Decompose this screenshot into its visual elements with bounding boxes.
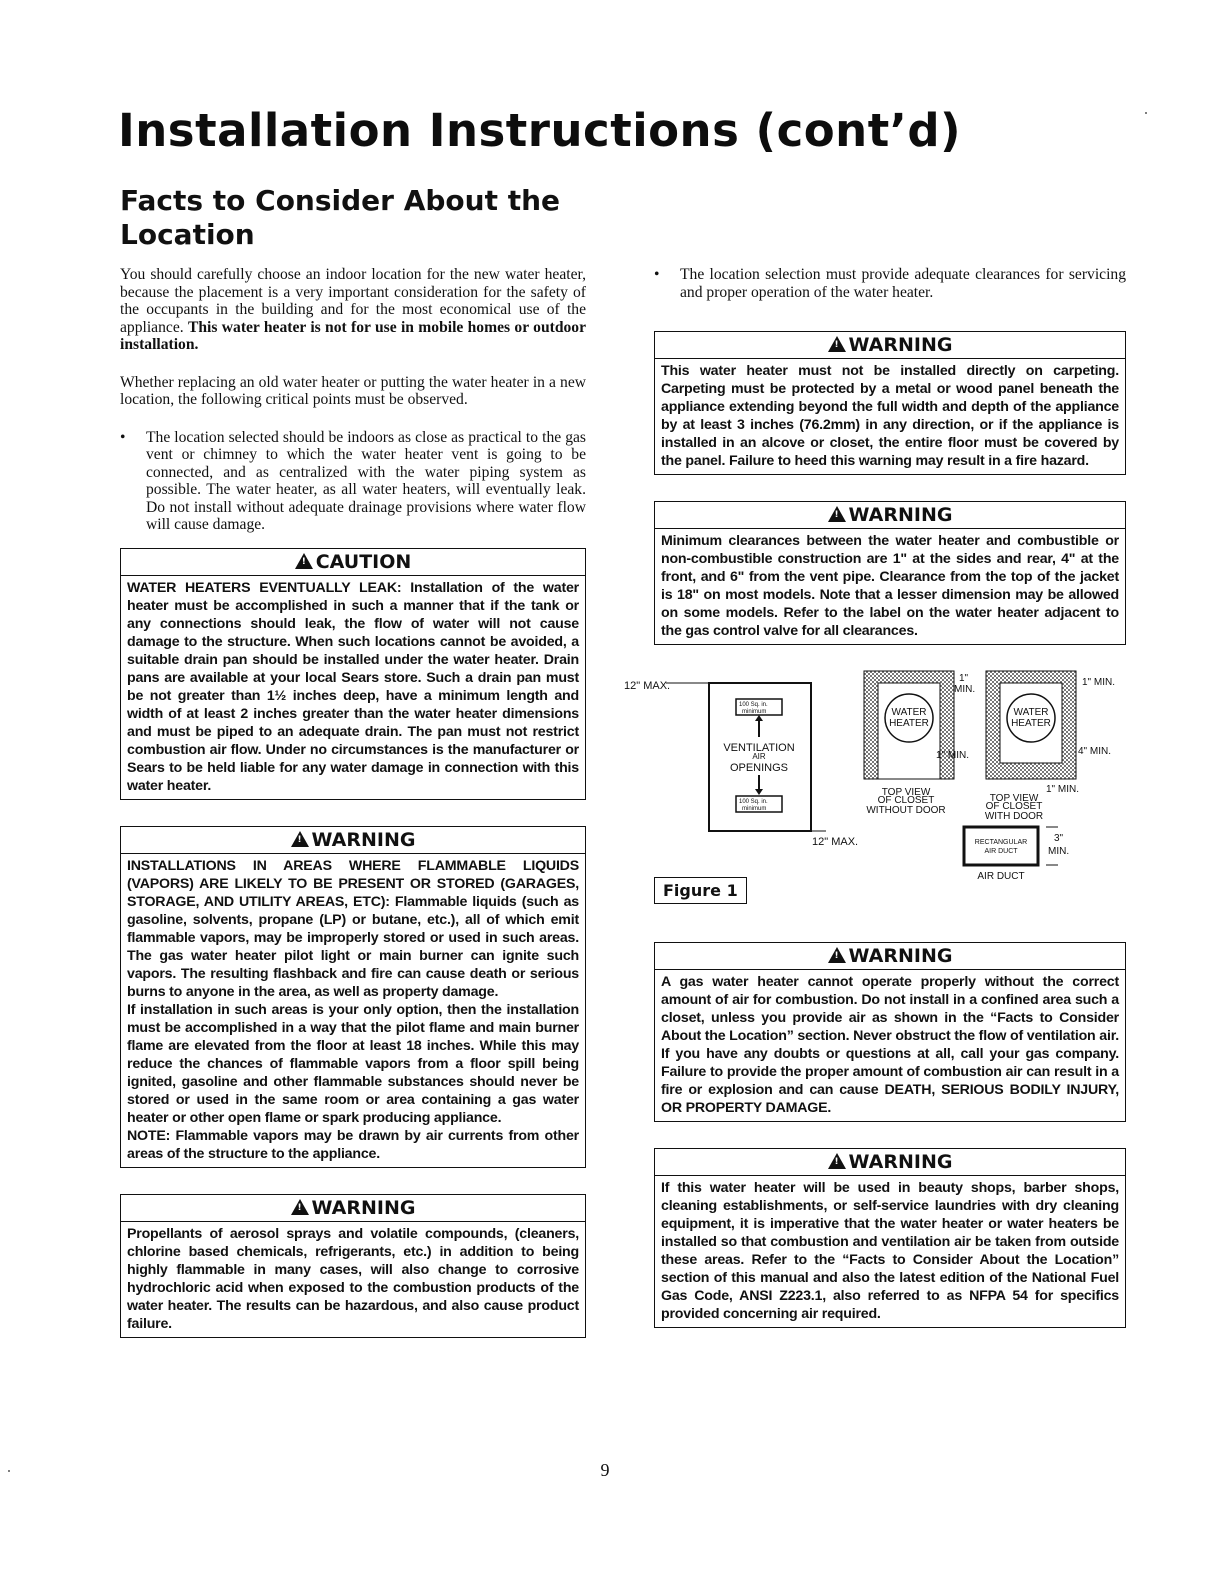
warning-flammable-text-1: INSTALLATIONS IN AREAS WHERE FLAMMABLE LIQUIDS (VAPORS) ARE LIKELY TO BE PRESENT OR STORED (GARAGES, STORAGE, AND UTILITY AREAS, ETC): Flammable liquids (such as gasoline, solvents, propane (LP) or butane, etc.), all of which emit flammable vapors, may be improperly stored or used in such areas. The gas water heater pilot light or main burner can ignite such vapors. The resulting flashback and fire can cause death or serious burns to anyone in the area, as well as property damage. bbox=[127, 857, 579, 1000]
warning-carpeting-text: This water heater must not be installed directly on carpeting. Carpeting must be protected by a metal or wood panel beneath the appliance extending beyond the full width and depth of the appliance by at least 3 inches (76.2mm) in any direction, or if the appliance is installed in an alcove or closet, the entire floor must be covered by the panel. Failure to heed this warning may result in a fire hazard. bbox=[661, 363, 1119, 469]
warning-triangle-icon bbox=[828, 506, 846, 522]
caution-body bbox=[121, 576, 585, 799]
three-inch-min-label: MIN. bbox=[1048, 846, 1070, 857]
caution-text: WATER HEATERS EVENTUALLY LEAK: Installation of the water heater must be accomplished in such a manner that if the tank or any connections should leak, the flow of water will not cause damage to the structure. When such locations cannot be avoided, a suitable drain pan should be installed under the water heater. Drain pans are available at your local Sears store. Such a drain pan must be not greater than 1½ inches deep, have a minimum length and width of at least 2 inches greater than the water heater dimensions and must be piped to an adequate drain. The pan must not restrict combustion air flow. Under no circumstances is the manufacturer or Sears to be held liable for any water damage in connection with this water heater. bbox=[127, 579, 579, 794]
duct-label-sub: AIR DUCT bbox=[984, 848, 1018, 855]
warning-carpeting-box bbox=[654, 331, 1126, 475]
heater-label: HEATER bbox=[1011, 718, 1051, 729]
caution-heading bbox=[121, 549, 585, 576]
vent-size-label: 100 Sq. in. bbox=[739, 799, 768, 805]
warning-heading-text: WARNING bbox=[848, 504, 953, 526]
warning-heading bbox=[655, 1149, 1125, 1176]
figure-1 bbox=[624, 671, 1126, 916]
warning-body bbox=[655, 1176, 1125, 1327]
left-column bbox=[120, 266, 586, 1364]
rectangular-air-duct bbox=[964, 827, 1038, 865]
min-label: MIN. bbox=[954, 684, 976, 695]
warning-body bbox=[655, 529, 1125, 644]
warning-heading bbox=[121, 827, 585, 854]
warning-clearances-text: Minimum clearances between the water heater and combustible or non-combustible construction are 1" at the sides and rear, 4" at the front, and 6" from the vent pipe. Clearance from the top of the jacket is 18" on most models. Note that a lesser dimension may be allowed on some models. Refer to the label on the water heater adjacent to the gas control valve for all clearances. bbox=[661, 533, 1119, 639]
air-duct-label: AIR DUCT bbox=[977, 871, 1025, 882]
max-top-label: 12" MAX. bbox=[624, 680, 671, 692]
three-inch-label: 3" bbox=[1054, 833, 1064, 844]
warning-triangle-icon bbox=[828, 947, 846, 963]
figure-label: Figure 1 bbox=[654, 877, 747, 904]
bullet-clearances bbox=[654, 266, 1126, 301]
warning-body bbox=[655, 359, 1125, 474]
air-label: AIR bbox=[752, 752, 766, 761]
warning-triangle-icon bbox=[295, 553, 313, 569]
intro-text: You should carefully choose an indoor location for the new water heater, because the placement is a very important consideration for the safety of the occupants in the building and for the most economical use of the appliance. bbox=[120, 266, 586, 336]
warning-beauty-shops-box bbox=[654, 1148, 1126, 1328]
warning-combustion-air-box bbox=[654, 942, 1126, 1122]
warning-heading-text: WARNING bbox=[311, 828, 416, 851]
warning-flammable-box bbox=[120, 826, 586, 1168]
one-inch-min-label: 1" MIN. bbox=[936, 750, 969, 761]
page-title: Installation Instructions (cont’d) bbox=[118, 104, 962, 157]
one-inch-label: 1" bbox=[959, 673, 969, 684]
warning-heading-text: WARNING bbox=[848, 334, 953, 356]
warning-heading-text: WARNING bbox=[848, 945, 953, 967]
one-inch-min-label: 1" MIN. bbox=[1082, 677, 1115, 688]
ventilation-label: VENTILATION bbox=[723, 742, 795, 754]
right-column bbox=[624, 266, 1126, 1354]
warning-body bbox=[121, 854, 585, 1167]
bullet-text: The location selected should be indoors as close as practical to the gas vent or chimney to which the water heater vent is going to be connected, and as centralized with the water piping system as possible. The water heater, as all water heaters, will eventually leak. Do not install without adequate drainage provisions where water flow will cause damage. bbox=[146, 428, 586, 533]
top-view-label: TOP VIEW bbox=[989, 793, 1039, 804]
warning-body bbox=[121, 1222, 585, 1337]
bullet-dot: • bbox=[120, 428, 126, 446]
duct-label: RECTANGULAR bbox=[974, 839, 1028, 846]
without-door-label: WITHOUT DOOR bbox=[866, 805, 946, 816]
warning-heading bbox=[655, 943, 1125, 970]
max-bottom-label: 12" MAX. bbox=[812, 836, 859, 848]
warning-heading bbox=[121, 1195, 585, 1222]
with-door-label: WITH DOOR bbox=[984, 811, 1044, 822]
intro-bold-text: This water heater is not for use in mobile homes or outdoor installation. bbox=[120, 318, 587, 353]
warning-triangle-icon bbox=[828, 1153, 846, 1169]
page-number: 9 bbox=[600, 1460, 610, 1480]
of-closet-label: OF CLOSET bbox=[985, 801, 1043, 812]
section-title: Facts to Consider About the Location bbox=[120, 184, 561, 251]
caution-heading-text: CAUTION bbox=[315, 550, 412, 573]
vent-size-label: 100 Sq. in. bbox=[739, 702, 768, 708]
water-label: WATER bbox=[1013, 707, 1049, 718]
warning-heading-text: WARNING bbox=[848, 1151, 953, 1173]
water-label: WATER bbox=[891, 707, 927, 718]
warning-beauty-shops-text: If this water heater will be used in beauty shops, barber shops, cleaning establishments, or self-service laundries with dry cleaning equipment, it is imperative that the water heater or water heaters be installed so that combustion and ventilation air be taken from outside these areas. Refer to the “Facts to Consider About the Location” section of this manual and also the latest edition of the National Fuel Gas Code, ANSI Z223.1, also referred to as NFPA 54 for specifics provided concerning air required. bbox=[661, 1180, 1119, 1322]
warning-aerosol-box bbox=[120, 1194, 586, 1338]
caution-box bbox=[120, 548, 586, 800]
bullet-text: The location selection must provide adequate clearances for servicing and proper operation of the water heater. bbox=[680, 266, 1126, 301]
warning-heading bbox=[655, 502, 1125, 529]
warning-combustion-text: A gas water heater cannot operate properly without the correct amount of air for combustion. Do not install in a confined area such a closet, unless you provide air as shown in the “Facts to Consider About the Location” section. Never obstruct the flow of ventilation air. If you have any doubts or questions at all, call your gas company. Failure to provide the proper amount of combustion air can result in a fire or explosion and can cause DEATH, SERIOUS BODILY INJURY, OR PROPERTY DAMAGE. bbox=[661, 974, 1119, 1116]
bullet-location-indoors bbox=[120, 429, 586, 534]
four-inch-min-label: 4" MIN. bbox=[1078, 746, 1111, 757]
bullet-dot: • bbox=[654, 266, 660, 283]
of-closet-label: OF CLOSET bbox=[877, 795, 935, 806]
warning-clearances-box bbox=[654, 501, 1126, 645]
warning-heading-text: WARNING bbox=[311, 1196, 416, 1219]
warning-triangle-icon bbox=[828, 336, 846, 352]
openings-label: OPENINGS bbox=[729, 762, 789, 774]
scan-speck bbox=[8, 1470, 10, 1472]
warning-triangle-icon bbox=[291, 1199, 309, 1215]
replacement-paragraph: Whether replacing an old water heater or putting the water heater in a new location, the following critical points must be observed. bbox=[120, 373, 586, 408]
warning-flammable-note: NOTE: Flammable vapors may be drawn by air currents from other areas of the structure to the appliance. bbox=[127, 1127, 579, 1162]
one-inch-min-label: 1" MIN. bbox=[1046, 784, 1079, 795]
intro-paragraph bbox=[120, 266, 586, 354]
heater-label: HEATER bbox=[889, 718, 929, 729]
warning-aerosol-text: Propellants of aerosol sprays and volatile compounds, (cleaners, chlorine based chemicals, refrigerants, etc.) in addition to being highly flammable in many cases, will also change to corrosive hydrochloric acid when exposed to the combustion products of the water heater. The results can be hazardous, and also cause product failure. bbox=[127, 1225, 579, 1332]
warning-flammable-text-2: If installation in such areas is your only option, then the installation must be accomplished in a way that the pilot flame and main burner flame are elevated from the floor at least 18 inches. While this may reduce the chances of flammable vapors from a floor spill being ignited, gasoline and other flammable substances should never be stored or used in the same room or area containing a gas water heater or other open flame or spark producing appliance. bbox=[127, 1001, 579, 1126]
vent-size-sub: minimum bbox=[742, 806, 767, 812]
vent-size-sub: minimum bbox=[742, 709, 767, 715]
warning-heading bbox=[655, 332, 1125, 359]
warning-body bbox=[655, 970, 1125, 1121]
warning-triangle-icon bbox=[291, 831, 309, 847]
top-view-label: TOP VIEW bbox=[881, 787, 931, 798]
scan-speck bbox=[1145, 112, 1147, 114]
